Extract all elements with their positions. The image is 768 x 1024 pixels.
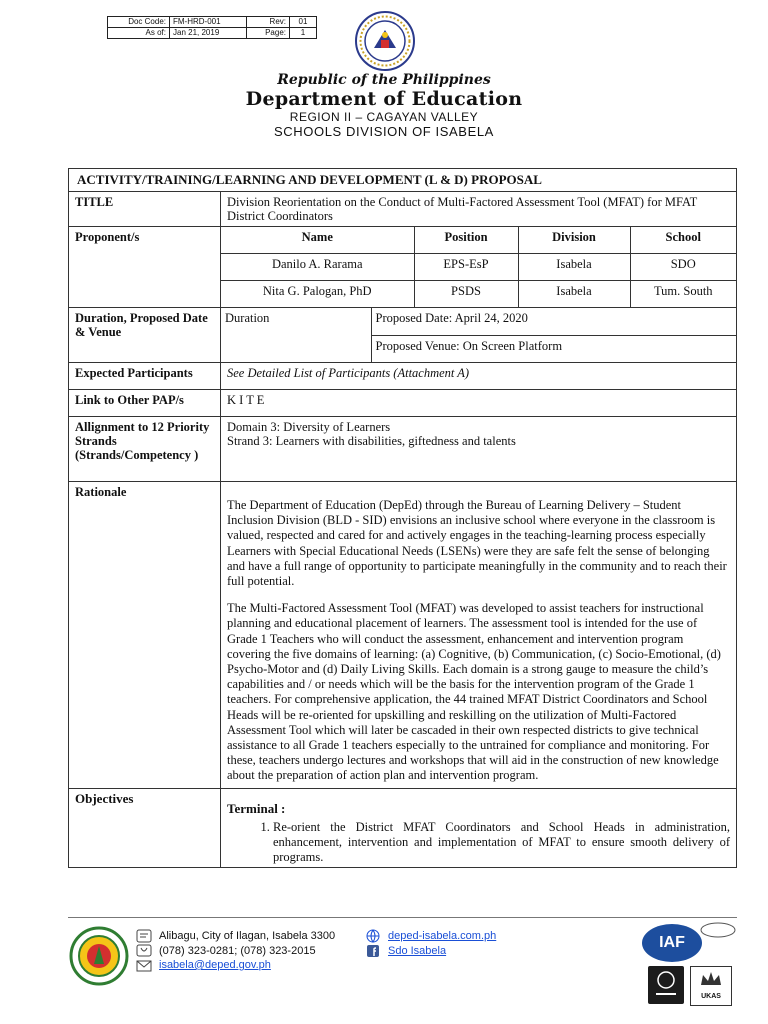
division-heading: SCHOOLS DIVISION OF ISABELA [274, 124, 494, 139]
facebook-icon [366, 944, 380, 958]
iaf-logo: IAF [642, 924, 702, 962]
location-icon [136, 928, 152, 944]
proponent-name: Danilo A. Rarama [221, 254, 414, 281]
table-row [221, 281, 736, 308]
footer-phone: (078) 323-0281; (078) 323-2015 [159, 944, 316, 957]
form-heading: ACTIVITY/TRAINING/LEARNING AND DEVELOPMENT (L & D) PROPOSAL [69, 169, 737, 192]
rationale-paragraph-2: The Multi-Factored Assessment Tool (MFAT) was developed to assist teachers for instructional planning and educational placement of learners. The assessment tool is intended for the use of Grade 1 Teachers who will conduct the assessment, enhancement and intervention program covering the five domains of learning: (a) Cognitive, (b) Communication, (c) Socio-Emotional, (d) Psycho-Motor and (d) Daily Living Skills. Each domain is a strong gauge to measure the child’s capabilities and / or needs which will be the basis for the intervention program of the Grade 1 teachers. For comprehensive application, the 44 trained MFAT District Coordinators and School Heads will be re-oriented for upskilling and reskilling on the utilization of Multi-Factored Assessment Tool which will later be cascaded in their own respected districts to give technical assistance to all Grade 1 teachers especially to the untrained for compliance and monitoring. For these, teachers undergo lectures and workshops that will aid in the construction of new knowledge about the preparation of action plan and intervention program. [227, 601, 721, 783]
footer-contact [159, 929, 335, 973]
proponent-position: EPS-EsP [414, 254, 518, 281]
title-value: Division Reorientation on the Conduct of Multi-Factored Assessment Tool (MFAT) for MFAT District Coordinators [221, 192, 737, 227]
objectives-list [227, 820, 730, 865]
footer-address: Alibagu, City of Ilagan, Isabela 3300 [159, 930, 336, 942]
proponents-label: Proponent/s [69, 227, 221, 308]
alignment-strand: Strand 3: Learners with disabilities, giftedness and talents [227, 434, 516, 448]
rationale-label: Rationale [69, 482, 221, 789]
as-of-value: Jan 21, 2019 [170, 28, 247, 39]
proponent-name: Nita G. Palogan, PhD [221, 281, 414, 308]
iso-badge-icon [648, 966, 684, 1004]
footer-website-link[interactable]: deped-isabela.com.ph [388, 930, 497, 942]
duration-table [221, 308, 736, 362]
proponent-header-division: Division [518, 227, 630, 254]
proposed-venue: Proposed Venue: On Screen Platform [371, 336, 736, 363]
terminal-label: Terminal : [227, 800, 286, 816]
proponent-division: Isabela [518, 281, 630, 308]
participants-value: See Detailed List of Participants (Attachment A) [221, 363, 737, 390]
doc-code-table [107, 16, 317, 39]
rationale-cell [221, 482, 737, 789]
rationale-paragraph-1: The Department of Education (DepEd) through the Bureau of Learning Delivery – Student Inclusion Division (BLD - SID) envisions an inclusive school where everyone in the classroom is valued, respected and cared for and actively engages in the teaching-learning process especially Learners with Special Educational Needs (LSENs) were they are safe felt the sense of belonging and have a full range of opportunity to participate meaningfully in the community and to reach their full potential. [227, 498, 727, 589]
rev-label: Rev: [247, 17, 290, 28]
footer-online [388, 929, 496, 958]
proposed-date: Proposed Date: April 24, 2020 [371, 308, 736, 336]
doc-code-label: Doc Code: [108, 17, 170, 28]
crown-icon [691, 967, 731, 991]
alignment-cell [221, 417, 737, 482]
proponent-header-school: School [630, 227, 736, 254]
footer-email-link[interactable]: isabela@deped.gov.ph [159, 959, 271, 971]
ukas-label: UKAS [701, 993, 721, 1000]
alignment-label: Allignment to 12 Priority Strands (Strands/Competency ) [69, 417, 221, 482]
globe-icon [366, 929, 380, 943]
duration-cell [221, 308, 737, 363]
division-seal-icon [68, 926, 130, 986]
deped-seal-icon [350, 10, 420, 72]
title-label: TITLE [69, 192, 221, 227]
proposal-form-table [68, 168, 737, 868]
alignment-domain: Domain 3: Diversity of Learners [227, 420, 391, 434]
duration-value: Duration [221, 308, 371, 362]
footer-facebook-link[interactable]: Sdo Isabela [388, 944, 447, 957]
proponents-cell [221, 227, 737, 308]
phone-icon [136, 944, 152, 958]
pap-label: Link to Other PAP/s [69, 390, 221, 417]
ukas-badge [690, 966, 732, 1006]
objectives-label: Objectives [69, 788, 221, 867]
participants-label: Expected Participants [69, 363, 221, 390]
as-of-label: As of: [108, 28, 170, 39]
proponent-school: SDO [630, 254, 736, 281]
table-row [221, 254, 736, 281]
doc-code-value: FM-HRD-001 [170, 17, 247, 28]
cert-badge-icon [700, 922, 736, 938]
proponent-division: Isabela [518, 254, 630, 281]
pap-value: K I T E [221, 390, 737, 417]
region-heading: REGION II – CAGAYAN VALLEY [289, 110, 479, 124]
duration-label: Duration, Proposed Date & Venue [69, 308, 221, 363]
department-title: Department of Education [245, 88, 523, 110]
proponent-header-position: Position [414, 227, 518, 254]
list-item: 1. Re-orient the District MFAT Coordinators and School Heads in administration, enhancement, intervention and implementation of MFAT to ensure smooth delivery of programs. [273, 820, 730, 865]
rev-value: 01 [290, 17, 317, 28]
proponents-table [221, 227, 736, 307]
proponent-header-name: Name [221, 227, 414, 254]
email-icon [136, 959, 152, 973]
page-value: 1 [290, 28, 317, 39]
proponent-position: PSDS [414, 281, 518, 308]
objectives-cell [221, 788, 737, 867]
republic-heading: Republic of the Philippines [277, 72, 491, 88]
page-label: Page: [247, 28, 290, 39]
footer-divider [68, 917, 737, 918]
proponent-school: Tum. South [630, 281, 736, 308]
